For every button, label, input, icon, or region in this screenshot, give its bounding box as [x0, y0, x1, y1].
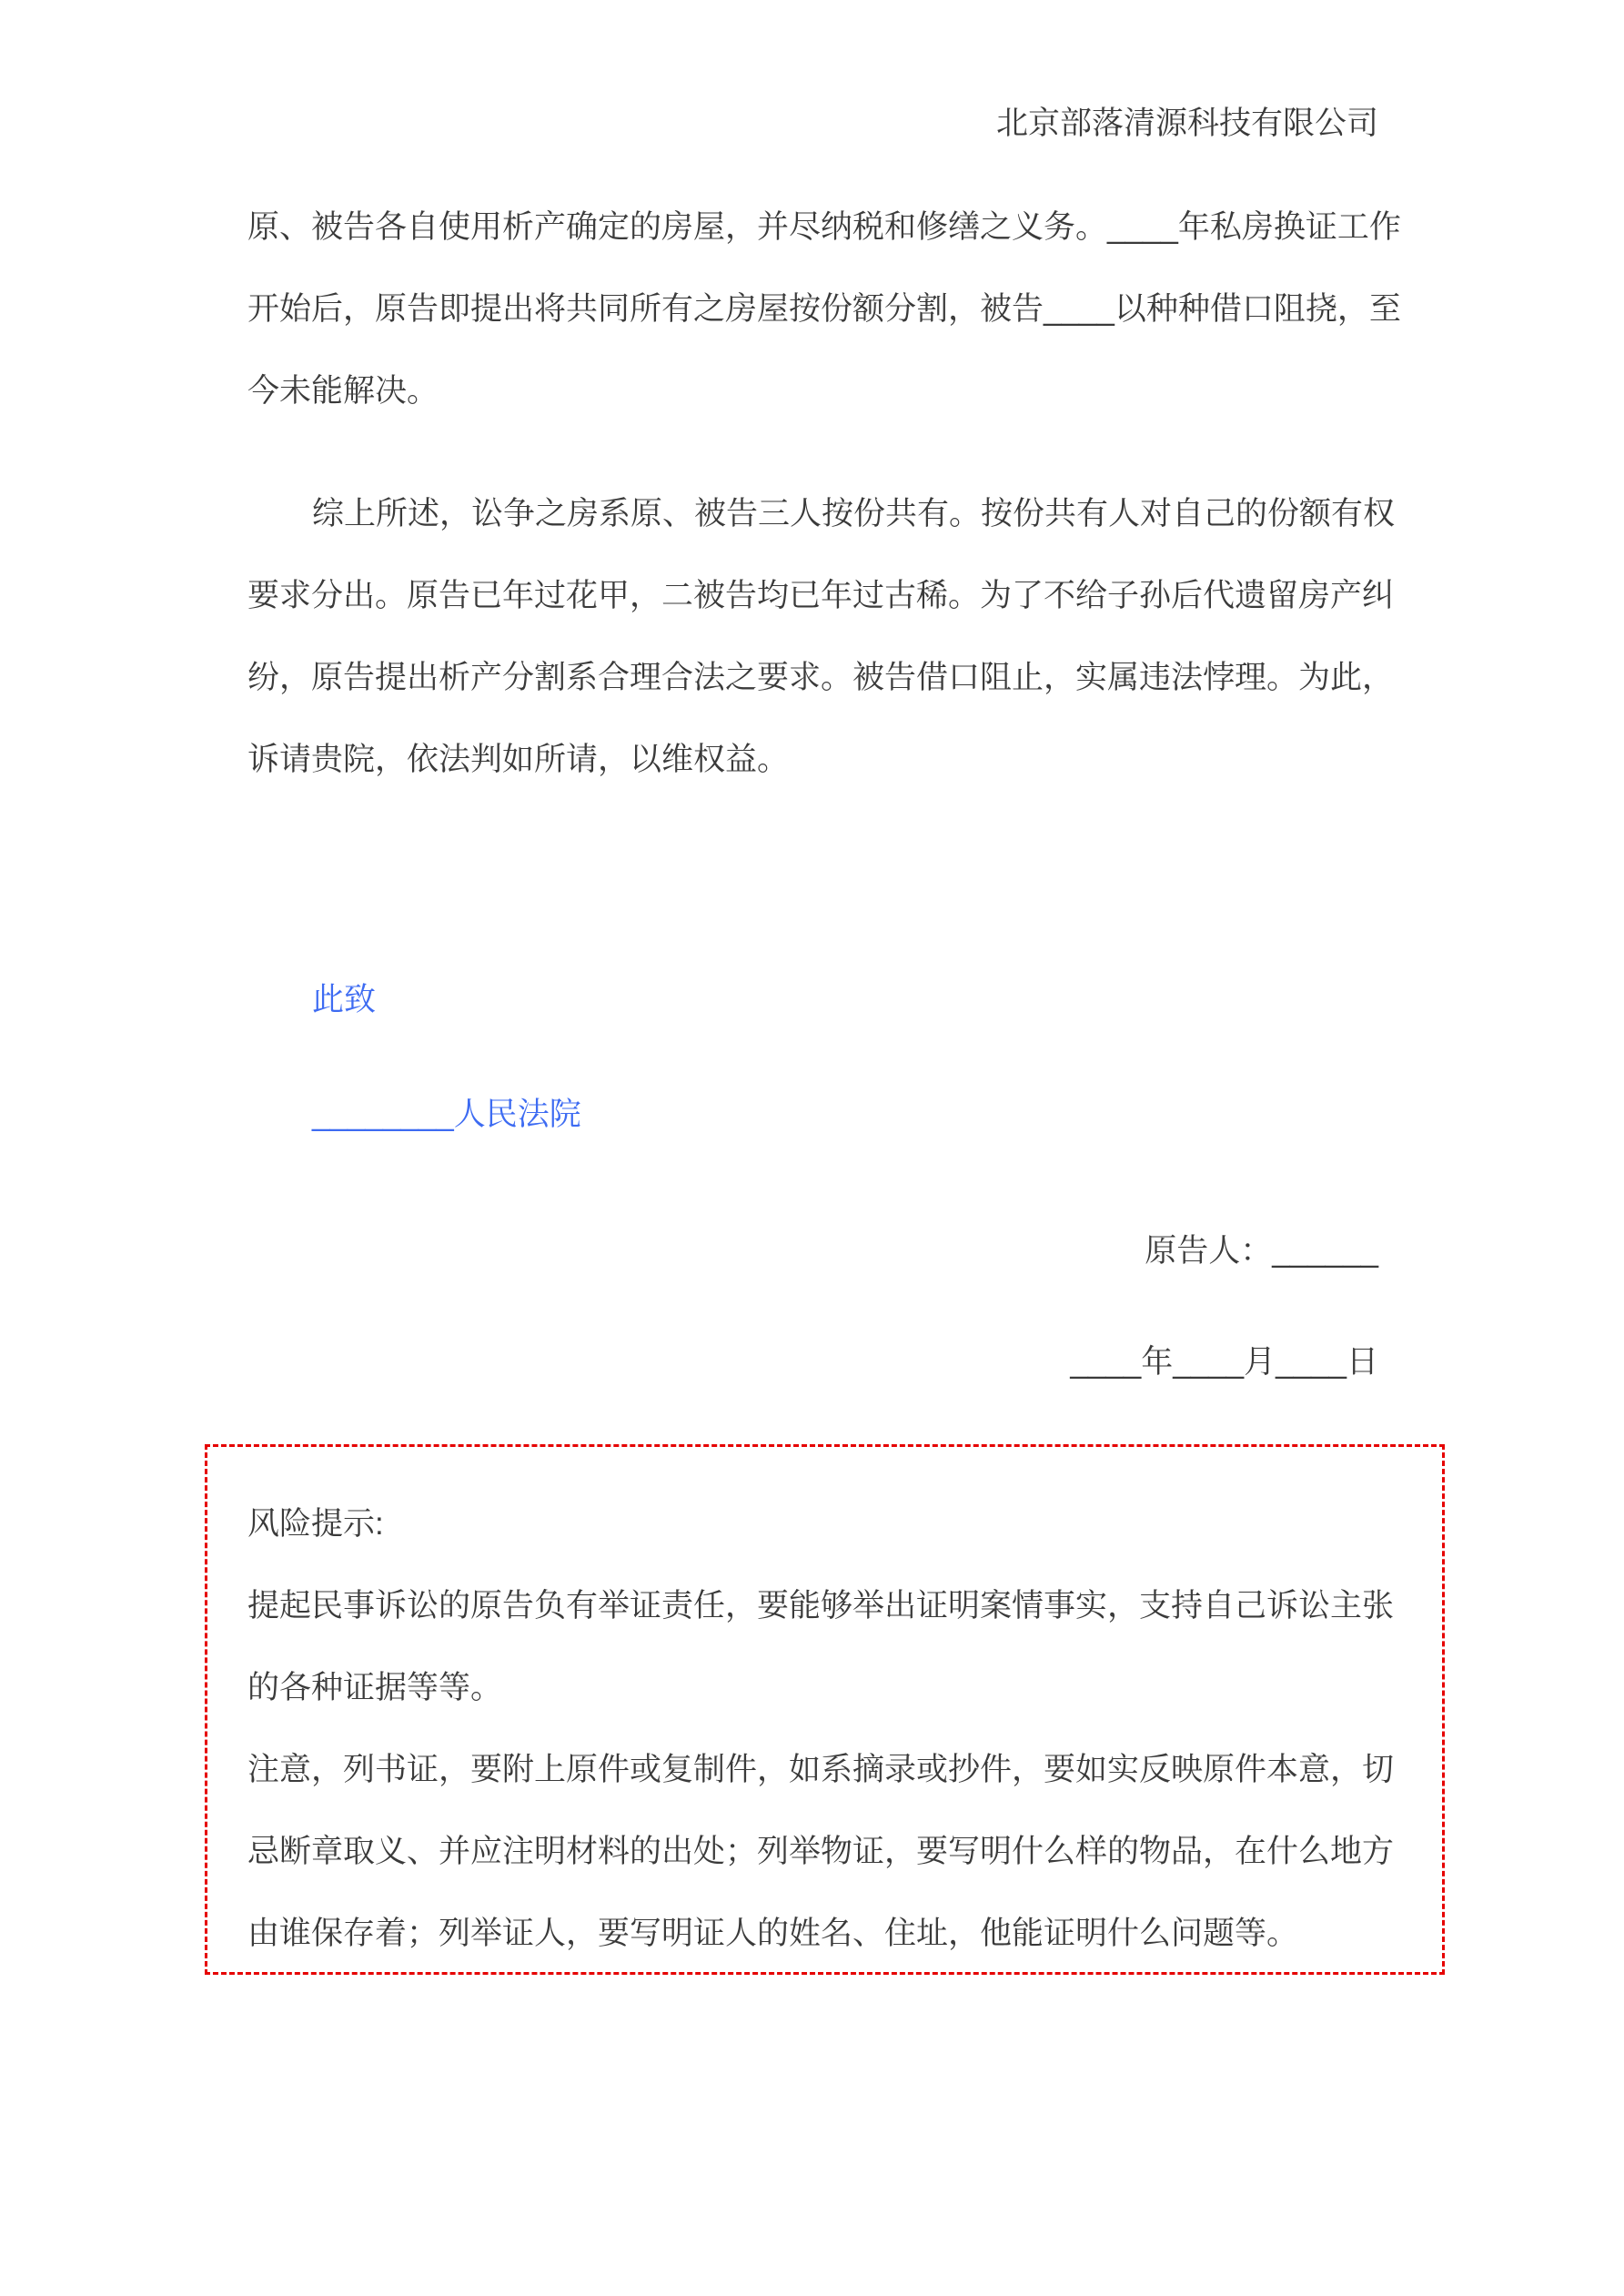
plaintiff-signature-blank: 原告人：______ [1145, 1233, 1378, 1269]
paragraph-line: 开始后，原告即提出将共同所有之房屋按份额分割，被告____以种种借口阻挠，至 [247, 291, 1401, 327]
paragraph-line: 今未能解决。 [247, 373, 439, 409]
risk-warning-line: 提起民事诉讼的原告负有举证责任，要能够举出证明案情事实，支持自己诉讼主张 [247, 1588, 1395, 1623]
salutation-text: 此致 [312, 982, 377, 1017]
paragraph-line: 原、被告各自使用析产确定的房屋，并尽纳税和修缮之义务。____年私房换证工作 [247, 209, 1401, 245]
court-name-blank-line: ________人民法院 [312, 1097, 581, 1132]
company-header: 北京部落清源科技有限公司 [995, 106, 1378, 141]
paragraph-line: 诉请贵院，依法判如所请，以维权益。 [247, 742, 790, 777]
date-blank-line: ____年____月____日 [1070, 1344, 1378, 1380]
paragraph-line: 综上所述，讼争之房系原、被告三人按份共有。按份共有人对自己的份额有权 [312, 496, 1396, 531]
risk-warning-title: 风险提示: [247, 1506, 384, 1542]
risk-warning-line: 的各种证据等等。 [247, 1670, 503, 1705]
paragraph-line: 纷，原告提出析产分割系合理合法之要求。被告借口阻止，实属违法悖理。为此， [247, 660, 1395, 695]
risk-warning-line: 由谁保存着；列举证人，要写明证人的姓名、住址，他能证明什么问题等。 [247, 1916, 1299, 1951]
paragraph-line: 要求分出。原告已年过花甲，二被告均已年过古稀。为了不给子孙后代遗留房产纠 [247, 578, 1395, 613]
risk-warning-line: 注意，列书证，要附上原件或复制件，如系摘录或抄件，要如实反映原件本意，切 [247, 1752, 1395, 1787]
paragraph-continuation [247, 187, 1401, 432]
risk-warning-box [205, 1444, 1445, 1975]
paragraph-summary [247, 473, 1395, 801]
risk-warning-line: 忌断章取义、并应注明材料的出处；列举物证，要写明什么样的物品，在什么地方 [247, 1834, 1395, 1869]
